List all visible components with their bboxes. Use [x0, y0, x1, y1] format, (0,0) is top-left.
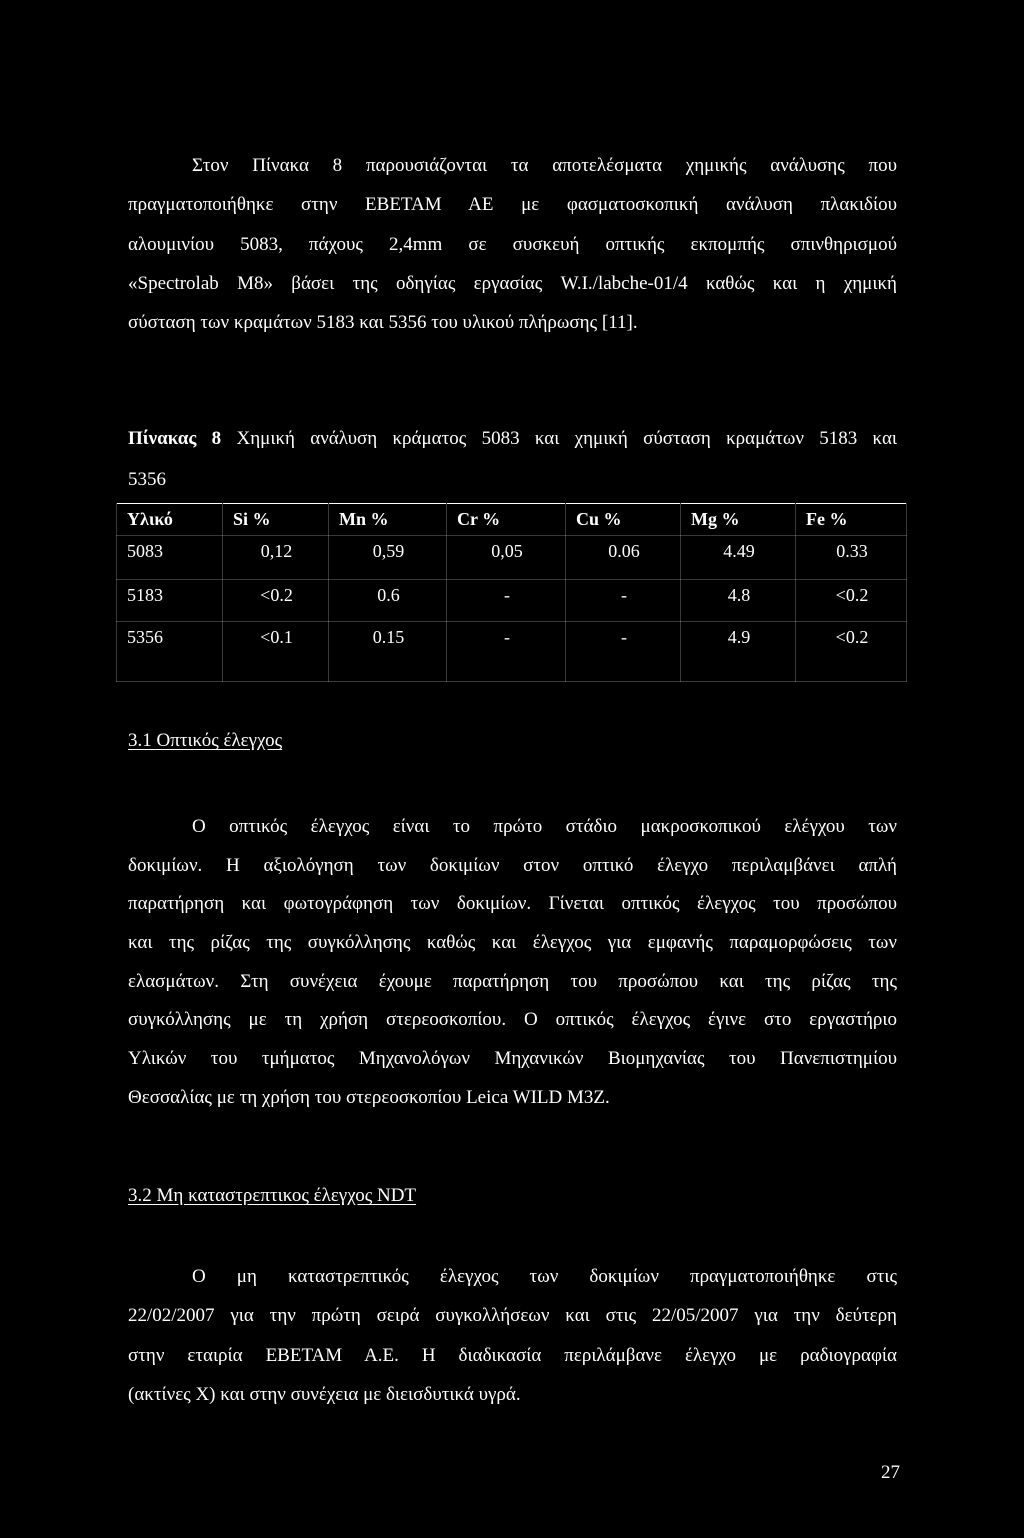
- intro-line: αλουμινίου 5083, πάχους 2,4mm σε συσκευή οπτικής εκπομπής σπινθηρισμού: [128, 233, 897, 255]
- table-cell: <0.2: [796, 580, 907, 622]
- table-cell: 0,59: [329, 536, 447, 580]
- table-cell: 0.6: [329, 580, 447, 622]
- table-cell-material: 5356: [117, 622, 223, 682]
- section-3-2-paragraph: [128, 1257, 897, 1414]
- section-heading-3-2: 3.2 Μη καταστρεπτικος έλεγχος NDT: [128, 1185, 417, 1206]
- paragraph-line: Θεσσαλίας με τη χρήση του στερεοσκοπίου Leica WILD M3Z.: [128, 1086, 610, 1108]
- intro-line: Στον Πίνακα 8 παρουσιάζονται τα αποτελέσματα χημικής ανάλυσης που: [192, 155, 897, 176]
- paragraph-line: (ακτίνες Χ) και στην συνέχεια με διεισδυτικά υγρά.: [128, 1383, 521, 1405]
- intro-paragraph: [128, 146, 897, 342]
- table-cell: 0,12: [223, 536, 329, 580]
- table-cell: <0.1: [223, 622, 329, 682]
- paragraph-line: Υλικών του τμήματος Μηχανολόγων Μηχανικών Βιομηχανίας του Πανεπιστημίου: [128, 1048, 897, 1070]
- table-cell: 4.8: [681, 580, 796, 622]
- table-caption-line: [128, 418, 897, 459]
- page-number: 27: [881, 1462, 900, 1483]
- table-caption-line: 5356: [128, 469, 166, 490]
- table-cell: <0.2: [223, 580, 329, 622]
- table-row: [117, 580, 907, 622]
- table-cell: 0.33: [796, 536, 907, 580]
- section-heading-3-1: 3.1 Οπτικός έλεγχος: [128, 730, 283, 751]
- table-caption-text: Χημική ανάλυση κράματος 5083 και χημική σύσταση κραμάτων 5183 και: [236, 428, 897, 449]
- intro-line: σύσταση των κραμάτων 5183 και 5356 του υλικού πλήρωσης [11].: [128, 312, 638, 333]
- paragraph-line: ελασμάτων. Στη συνέχεια έχουμε παρατήρηση του προσώπου και της ρίζας της: [128, 970, 897, 992]
- column-header-fe: Fe %: [796, 504, 907, 536]
- table-header-row: [117, 504, 907, 536]
- paragraph-line: συγκόλλησης με τη χρήση στερεοσκοπίου. Ο οπτικός έλεγχος έγινε στο εργαστήριο: [128, 1009, 897, 1031]
- paragraph-line: 22/02/2007 για την πρώτη σειρά συγκολλήσεων και στις 22/05/2007 για την δεύτερη: [128, 1305, 897, 1327]
- table-cell-material: 5083: [117, 536, 223, 580]
- intro-line: «Spectrolab M8» βάσει της οδηγίας εργασίας W.I./labche-01/4 καθώς και η χημική: [128, 272, 897, 294]
- table-caption-label: Πίνακας 8: [128, 428, 222, 449]
- table-cell: -: [447, 622, 566, 682]
- table-cell: -: [566, 622, 681, 682]
- paragraph-line: στην εταιρία ΕΒΕΤΑΜ Α.Ε. Η διαδικασία περιλάμβανε έλεγχο με ραδιογραφία: [128, 1344, 897, 1366]
- table-cell: 4.49: [681, 536, 796, 580]
- paragraph-line: Ο οπτικός έλεγχος είναι το πρώτο στάδιο μακροσκοπικού ελέγχου των: [192, 816, 897, 837]
- table-row: [117, 622, 907, 682]
- table-caption: [128, 418, 897, 500]
- column-header-si: Si %: [223, 504, 329, 536]
- column-header-material: Υλικό: [117, 504, 223, 536]
- column-header-mn: Mn %: [329, 504, 447, 536]
- column-header-cu: Cu %: [566, 504, 681, 536]
- table-cell: 0.06: [566, 536, 681, 580]
- column-header-cr: Cr %: [447, 504, 566, 536]
- section-3-1-paragraph: [128, 808, 897, 1118]
- intro-line: πραγματοποιήθηκε στην ΕΒΕΤΑΜ ΑΕ με φασματοσκοπική ανάλυση πλακιδίου: [128, 194, 897, 216]
- paragraph-line: και της ρίζας της συγκόλλησης καθώς και έλεγχος για εμφανής παραμορφώσεις των: [128, 932, 897, 954]
- table-cell: 0.15: [329, 622, 447, 682]
- table-cell: 0,05: [447, 536, 566, 580]
- table-cell: -: [447, 580, 566, 622]
- table-cell-material: 5183: [117, 580, 223, 622]
- table-row: [117, 536, 907, 580]
- table-cell: 4.9: [681, 622, 796, 682]
- column-header-mg: Mg %: [681, 504, 796, 536]
- paragraph-line: δοκιμίων. Η αξιολόγηση των δοκιμίων στον οπτικό έλεγχο περιλαμβάνει απλή: [128, 854, 897, 876]
- table-cell: -: [566, 580, 681, 622]
- table-cell: <0.2: [796, 622, 907, 682]
- paragraph-line: παρατήρηση και φωτογράφηση των δοκιμίων. Γίνεται οπτικός έλεγχος του προσώπου: [128, 893, 897, 915]
- paragraph-line: Ο μη καταστρεπτικός έλεγχος των δοκιμίων πραγματοποιήθηκε στις: [192, 1266, 897, 1287]
- chemical-analysis-table: [116, 503, 907, 682]
